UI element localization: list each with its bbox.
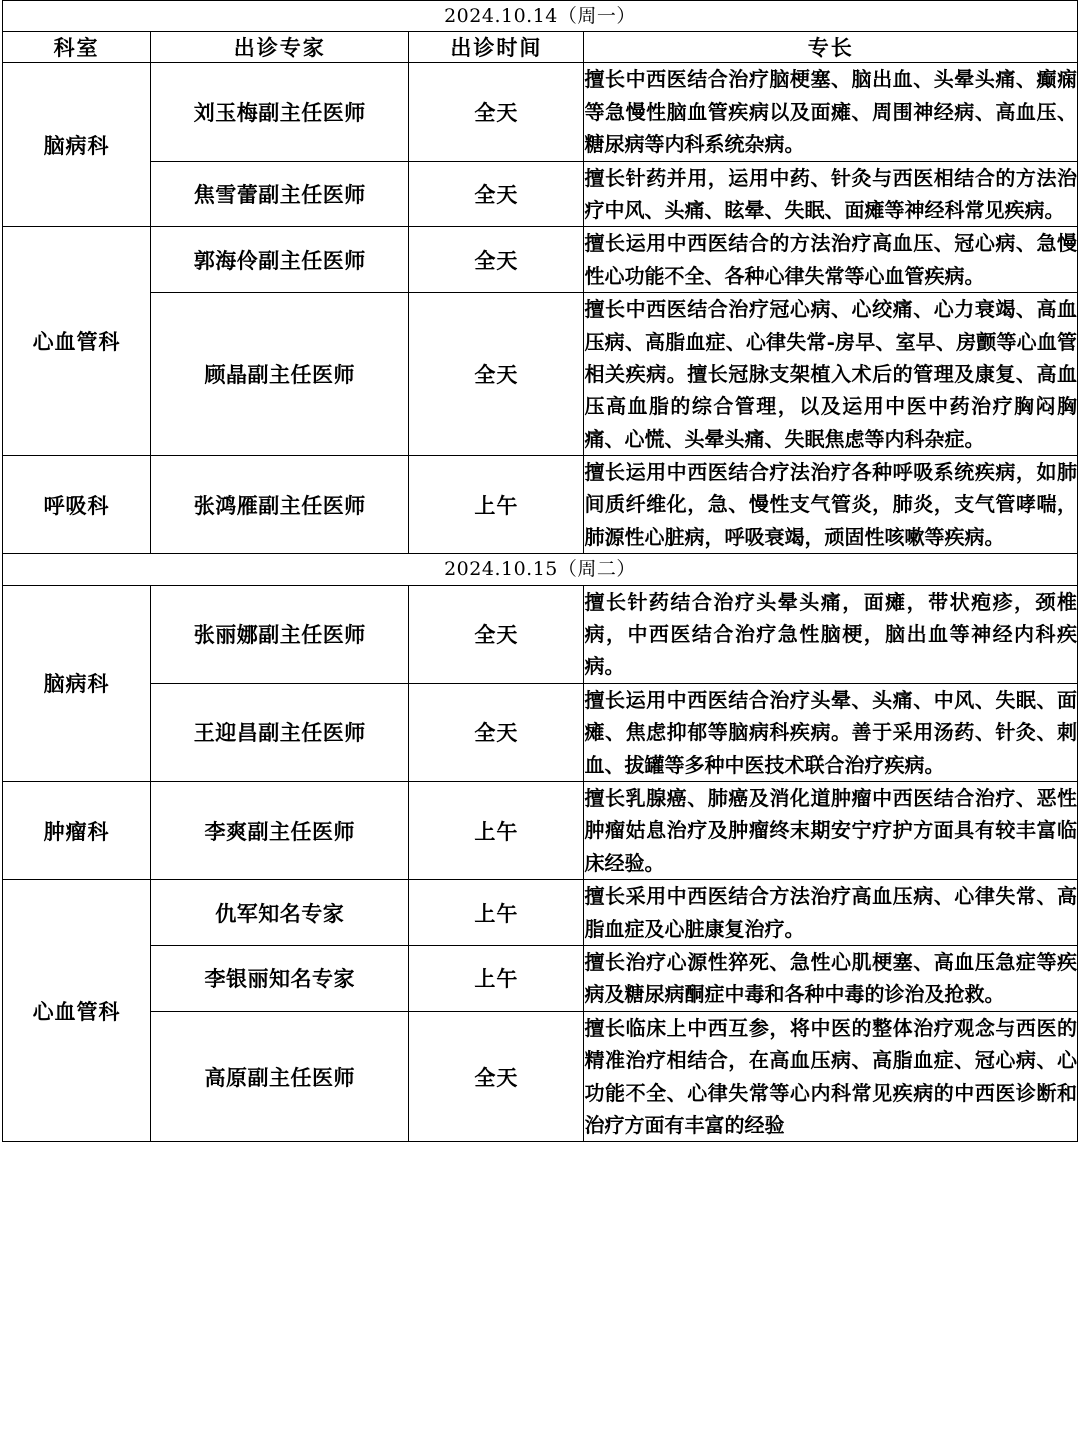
specialty-cell bbox=[584, 63, 1078, 161]
date-label: 2024.10.14（周一） bbox=[3, 1, 1078, 32]
time-cell: 上午 bbox=[409, 781, 584, 879]
doctor-cell: 刘玉梅副主任医师 bbox=[151, 63, 409, 161]
specialty-cell bbox=[584, 293, 1078, 456]
specialty-text: 擅长运用中西医结合的方法治疗高血压、冠心病、急慢性心功能不全、各种心律失常等心血管疾病。 bbox=[584, 231, 1077, 288]
table-row bbox=[3, 227, 1078, 293]
doctor-cell: 王迎昌副主任医师 bbox=[151, 683, 409, 781]
outpatient-schedule-table bbox=[2, 0, 1078, 1142]
doctor-cell: 高原副主任医师 bbox=[151, 1011, 409, 1142]
table-row bbox=[3, 456, 1078, 554]
doctor-cell: 李爽副主任医师 bbox=[151, 781, 409, 879]
department-cell: 呼吸科 bbox=[3, 456, 151, 554]
time-cell: 上午 bbox=[409, 880, 584, 946]
time-cell: 全天 bbox=[409, 1011, 584, 1142]
doctor-cell: 顾晶副主任医师 bbox=[151, 293, 409, 456]
time-cell: 全天 bbox=[409, 683, 584, 781]
department-cell: 心血管科 bbox=[3, 880, 151, 1142]
specialty-cell bbox=[584, 683, 1078, 781]
table-row bbox=[3, 683, 1078, 781]
time-cell: 上午 bbox=[409, 456, 584, 554]
column-header-doctor: 出诊专家 bbox=[151, 32, 409, 63]
table-row bbox=[3, 293, 1078, 456]
doctor-cell: 张丽娜副主任医师 bbox=[151, 585, 409, 683]
table-row bbox=[3, 781, 1078, 879]
specialty-cell bbox=[584, 880, 1078, 946]
time-cell: 全天 bbox=[409, 63, 584, 161]
specialty-cell bbox=[584, 781, 1078, 879]
column-header-row bbox=[3, 32, 1078, 63]
doctor-cell: 郭海伶副主任医师 bbox=[151, 227, 409, 293]
table-row bbox=[3, 585, 1078, 683]
column-header-specialty: 专长 bbox=[584, 32, 1078, 63]
table-row bbox=[3, 880, 1078, 946]
specialty-text: 擅长采用中西医结合方法治疗高血压病、心律失常、高脂血症及心脏康复治疗。 bbox=[584, 884, 1077, 941]
specialty-text: 擅长针药结合治疗头晕头痛，面瘫，带状疱疹，颈椎病，中西医结合治疗急性脑梗，脑出血等神经内科疾病。 bbox=[584, 589, 1077, 679]
specialty-text: 擅长中西医结合治疗冠心病、心绞痛、心力衰竭、高血压病、高脂血症、心律失常-房早、室早、房颤等心血管相关疾病。擅长冠脉支架植入术后的管理及康复、高血压高血脂的综合管理，以及运用中医中药治疗胸闷胸痛、心慌、头晕头痛、失眠焦虑等内科杂症。 bbox=[584, 297, 1077, 451]
table-row bbox=[3, 63, 1078, 161]
specialty-text: 擅长乳腺癌、肺癌及消化道肿瘤中西医结合治疗、恶性肿瘤姑息治疗及肿瘤终末期安宁疗护方面具有较丰富临床经验。 bbox=[584, 785, 1077, 875]
specialty-cell bbox=[584, 1011, 1078, 1142]
table-row bbox=[3, 945, 1078, 1011]
table-row bbox=[3, 161, 1078, 227]
specialty-cell bbox=[584, 945, 1078, 1011]
column-header-time: 出诊时间 bbox=[409, 32, 584, 63]
time-cell: 全天 bbox=[409, 227, 584, 293]
specialty-text: 擅长运用中西医结合治疗头晕、头痛、中风、失眠、面瘫、焦虑抑郁等脑病科疾病。善于采用汤药、针灸、刺血、拔罐等多种中医技术联合治疗疾病。 bbox=[584, 687, 1077, 777]
doctor-cell: 焦雪蕾副主任医师 bbox=[151, 161, 409, 227]
doctor-cell: 张鸿雁副主任医师 bbox=[151, 456, 409, 554]
doctor-cell: 李银丽知名专家 bbox=[151, 945, 409, 1011]
doctor-cell: 仇军知名专家 bbox=[151, 880, 409, 946]
specialty-text: 擅长中西医结合治疗脑梗塞、脑出血、头晕头痛、癫痫等急慢性脑血管疾病以及面瘫、周围神经病、高血压、糖尿病等内科系统杂病。 bbox=[584, 67, 1077, 157]
department-cell: 心血管科 bbox=[3, 227, 151, 456]
time-cell: 全天 bbox=[409, 293, 584, 456]
date-label: 2024.10.15（周二） bbox=[3, 554, 1078, 585]
specialty-text: 擅长治疗心源性猝死、急性心肌梗塞、高血压急症等疾病及糖尿病酮症中毒和各种中毒的诊治及抢救。 bbox=[584, 949, 1077, 1007]
specialty-cell bbox=[584, 227, 1078, 293]
department-cell: 肿瘤科 bbox=[3, 781, 151, 879]
specialty-text: 擅长临床上中西互参，将中医的整体治疗观念与西医的精准治疗相结合，在高血压病、高脂血症、冠心病、心功能不全、心律失常等心内科常见疾病的中西医诊断和治疗方面有丰富的经验 bbox=[584, 1015, 1077, 1137]
date-header-row bbox=[3, 1, 1078, 32]
department-cell: 脑病科 bbox=[3, 585, 151, 781]
specialty-cell bbox=[584, 456, 1078, 554]
date-header-row bbox=[3, 554, 1078, 585]
column-header-department: 科室 bbox=[3, 32, 151, 63]
time-cell: 全天 bbox=[409, 585, 584, 683]
time-cell: 上午 bbox=[409, 945, 584, 1011]
specialty-text: 擅长运用中西医结合疗法治疗各种呼吸系统疾病，如肺间质纤维化，急、慢性支气管炎，肺炎，支气管哮喘，肺源性心脏病，呼吸衰竭，顽固性咳嗽等疾病。 bbox=[584, 460, 1077, 549]
specialty-cell bbox=[584, 161, 1078, 227]
table-row bbox=[3, 1011, 1078, 1142]
specialty-text: 擅长针药并用，运用中药、针灸与西医相结合的方法治疗中风、头痛、眩晕、失眠、面瘫等神经科常见疾病。 bbox=[584, 165, 1077, 222]
specialty-cell bbox=[584, 585, 1078, 683]
department-cell: 脑病科 bbox=[3, 63, 151, 227]
time-cell: 全天 bbox=[409, 161, 584, 227]
